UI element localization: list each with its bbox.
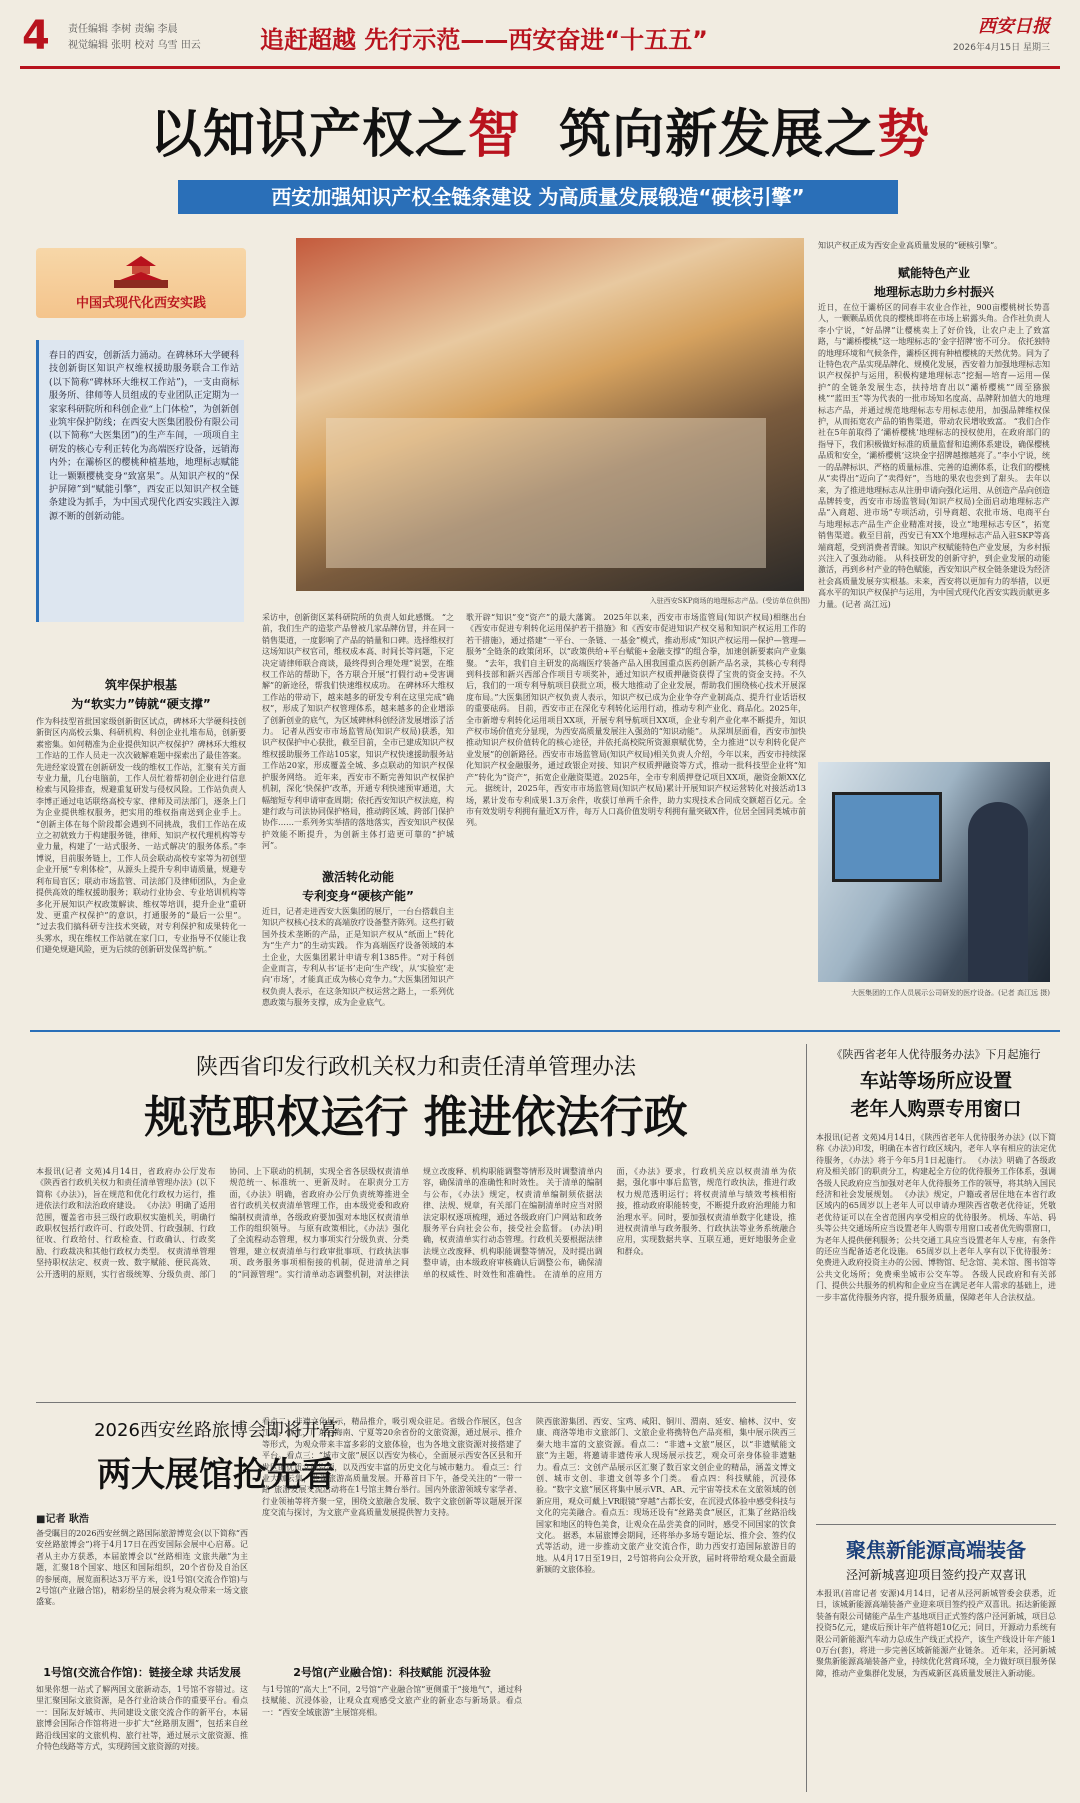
lead-photo-medical-caption: 大医集团的工作人员展示公司研发的医疗设备。(记者 高江远 摄) [851, 989, 1050, 997]
article3-hall1-title: 1号馆(交流合作馆)：链接全球 共话发展 [43, 1666, 241, 1679]
lead-photo-market-caption: 入驻西安SKP商场的地理标志产品。(受访单位供图) [649, 597, 810, 605]
editors-line-2: 视觉编辑 张明 校对 乌雪 田云 [68, 40, 201, 51]
lead-col4-text-top: 知识产权正成为西安企业高质量发展的“硬核引擎”。 [818, 241, 1003, 250]
article3-col2-text: 看点二：非遗文化展示，精品推介，吸引观众驻足。省级合作展区，包含江苏、浙江、广东、海南、宁夏等20余省份的文旅资源，通过展示、推介等形式，为观众带来丰富多彩的文旅体验，也为各地文旅资源对接搭建了平台。看点三：“城市文旅”展区以西安为核心，全面展示西安各区县和开发区的优质文旅资源，以及西安丰富的历史文化与城市魅力。 看点三：行业大咖云集，共谋旅游高质量发展。开幕首日下午，备受关注的“一带一路”旅游发展交流活动将在1号馆主舞台举行。国内外旅游领域专家学者、行业领袖等将齐聚一堂，围绕文旅融合发展、数字文旅创新等议题展开深度交流与探讨，为文旅产业高质量发展提供智力支持。 [262, 1417, 522, 1518]
page-masthead [0, 0, 1080, 72]
article3-kicker: 2026西安丝路旅博会即将开幕 [94, 1420, 338, 1441]
article4-headline-line1: 车站等场所应设置 [859, 1070, 1012, 1092]
article4-kicker: 《陕西省老年人优待服务办法》下月起施行 [831, 1048, 1041, 1061]
photo-person-placeholder [968, 802, 1028, 982]
pagoda-icon [106, 254, 176, 288]
article3-col3-text: 陕西旅游集团、西安、宝鸡、咸阳、铜川、渭南、延安、榆林、汉中、安康、商洛等地市文旅部门、文旅企业将携特色产品亮相，集中展示陕西三秦大地丰富的文旅资源。看点二：“非遗+文旅”展区，以“非遗赋能文旅”为主题，将邀请非遗传承人现场展示技艺，观众可亲身体验非遗魅力。看点三：文创产品展示区汇聚了数百家文创企业的精品，涵盖文博文创、城市文创、非遗文创等多个门类。 看点四：科技赋能，沉浸体验。“数字文旅”展区将集中展示VR、AR、元宇宙等技术在文旅领域的创新应用，观众可戴上VR眼镜“穿越”古都长安，在沉浸式体验中感受科技与文化的完美融合。看点五：现场还设有“丝路美食”展区，汇集了丝路沿线国家和地区的特色美食，让观众在品尝美食的同时，感受不同国家的饮食文化。 据悉，本届旅博会期间，还将举办多场专题论坛、推介会、签约仪式等活动，进一步推动文旅产业交流合作，助力西安打造国际旅游目的地。从4月17日至19日，2号馆将向公众开放，届时将带给观众最全面最新颖的文旅体验。 [536, 1417, 796, 1575]
lead-col4-text: 近日，在位于灞桥区的同春丰农业合作社，900亩樱桃树长势喜人，一颗颗品质优良的樱桃即将在市场上崭露头角。合作社负责人李小宁说，“好品牌”让樱桃卖上了好价钱，让农户走上了致富路，与“灞桥樱桃”这一地理标志的‘金字招牌’密不可分。 依托独特的地理环境和气候条件，灞桥区拥有种植樱桃的天然优势。同为了让特色农产品实现品牌化、规模化发展，西安着力加强地理标志知识产权保护与运用，积极构建地理标志“挖掘—培育—运用—保护”的全链条发展生态，扶持培育出以“灞桥樱桃”“周至猕猴桃”“蓝田玉”等为代表的一批市场知名度高、品牌附加值大的地理标志产品，并通过规范地理标志专用标志使用，加强品牌维权保护，从而拓宽农产品的销售渠道，带动农民增收致富。 “我们合作社在5年前取得了‘灞桥樱桃’地理标志的授权使用，在政府部门的指导下，我们积极做好标准的质量监督和追溯体系建设，确保樱桃品质和安全，‘灞桥樱桃’这块金字招牌越擦越亮了。”李小宁说，统一的品牌标识、严格的质量标准、完善的追溯体系，让我们的樱桃从“卖得出”迈向了“卖得好”，当地的果农也尝到了甜头。 去年以来，为了推进地理标志从注册申请向强化运用、从创造产品向创造品牌转变，西安市市场监管局(知识产权局)全面启动地理标志产品“入商超、进市场”专项活动，引导商超、农批市场、电商平台与地理标志产品生产企业精准对接，设立“地理标志专区”，拓宽销售渠道。截至目前，西安已有XX个地理标志产品入驻SKP等高端商超，受到消费者青睐。知识产权赋能特色产业发展，为乡村振兴注入了强劲动能。 从科技研发的创新守护，到企业发展的动能激活，再到乡村产业的特色赋能，西安知识产权全链条建设为经济社会高质量发展夯实根基。未来，西安将以更加有力的举措，以更高水平的知识产权保护与运用，为中国式现代化西安实践贡献更多力量。(记者 高江远) [818, 303, 1050, 609]
page-number: 4 [22, 13, 50, 59]
lead-photo-market [296, 238, 804, 591]
article3-reporter: ■记者 耿浩 [36, 1514, 89, 1525]
article3-hall1-text: 如果你想一站式了解两国文旅新动态，1号馆不容错过。这里汇聚国际文旅资源，是各行业洽谈合作的重要平台。看点一：国际友好城市、共同建设文旅交流合作的新平台，本届旅博会国际合作馆将进一步扩大“丝路朋友圈”，包括来自丝路沿线国家的文旅机构、旅行社等，通过展示文旅资源、推介特色线路等方式，实现跨国文旅资源的对接。 [36, 1685, 248, 1752]
article2-rule [36, 1402, 796, 1403]
article3-hall2-text: 与1号馆的“高大上”不同，2号馆“产业融合馆”更侧重于“接地气”，通过科技赋能、沉浸体验，让观众直观感受文旅产业的新业态与新场景。看点一：“西安全域旅游”主展馆亮相。 [262, 1685, 522, 1717]
article2-kicker: 陕西省印发行政机关权力和责任清单管理办法 [195, 1055, 636, 1080]
section2-title [262, 868, 454, 904]
article3-hall2-title: 2号馆(产业融合馆)：科技赋能 沉浸体验 [293, 1666, 491, 1679]
page-slogan: 追赶超越 先行示范——西安奋进“十五五” [260, 26, 708, 54]
editors-line-1: 责任编辑 李树 责编 李晨 [68, 24, 178, 35]
photo-monitor-placeholder [832, 792, 942, 882]
section1-text: 作为科技型首批国家级创新街区试点，碑林环大学硬科技创新街区内高校云集、科研机构、科创企业扎堆布局，创新要素密集。如何精准为企业提供知识产权保护？碑林环大维权工作站的工作人员走一次次破解难题中探索出了最佳答案。 先进经家设置在创新研发一线的维权工作站，汇聚有关方面专业力量，几台电脑前，工作人员忙着帮初创企业进行信息检索与风险排查，规避重复研发与侵权风险。工作站负责人李博正通过电话联络高校专家、律师及司法部门，逐条上门为企业提供维权服务，把实用的维权指南送到企业手上。 “创新主体在每个阶段都会遇到不同挑战，我们工作站在成立之初就致力于构建服务链，律师、知识产权代理机构等专业力量，构建了‘一站式服务、一站式解决’的服务体系。”李博说，目前服务链上，工作人员会联动高校专家等为初创型企业开展“专利体检”，从源头上提升专利申请质量，规避专利布局盲区；联动市场监管、司法部门及律师团队，为企业提供高效的维权援助服务；联动行业协会、专业培训机构等多化开展知识产权政策解读、维权等培训，提升企业“重研发、更重产权保护”的意识，打通服务的“最后一公里”。 “过去我们搞科研专注技术突破，对专利保护和成果转化一头雾水，现在维权工作站就在家门口，专业指导不仅能让我们避免规避风险，更为后续的创新研发保驾护航。” [36, 717, 246, 955]
lead-col2-text-top: 采访中，创新街区某科研院所的负责人如此感慨。 “之前，我们生产的造浆产品曾被几家品牌仿冒，并在同一销售渠道，一度影响了产品的销量和口碑。选择维权打这场知识产权官司，维权成本高、时间长等问题，下定决定请律师联合商谈，最终得到合理处理”说罢，在维权工作站的帮助下，各方联合开展“打假行动+受害调解”的新途径，帮我们快速维权成功。 在碑林环大维权工作站的带动下，越来越多的研发专利在这里完成“确权”，形成了知识产权管理体系，越来越多的企业增添了创新创业的底气，为区域碑林科创经济发展增添了活力。 记者从西安市市场监管局(知识产权局)获悉，知识产权保护中心获批，截至目前，全市已建成知识产权维权援助服务工作站105家，知识产权快速援助服务站工作站20家，形成覆盖全城、多点联动的知识产权保护服务网络。 近年来，西安市不断完善知识产权保护机制，深化‘快保护’改革，开通专利快速预审通道，大幅缩短专利申请审查周期；依托西安知识产权法庭，构建行政与司法协同保护格局，推动跨区域、跨部门保护协作……一系列务实举措的落地落实，西安知识产权保护效能不断提升，为创新主体打造更可靠的“护城河”。 [262, 613, 454, 851]
right-column-divider [806, 1044, 807, 1792]
lead-col3-text: 歌开辟“知识”变“资产”的最大藩篱。 2025年以来，西安市市场监管局(知识产权局)相继出台《西安市促进专利转化运用保护若干措施》和《西安市促进知识产权交易和知识产权运用工作的若干措施》，通过搭建“一平台、一条链、一基金”模式，推动形成“知识产权运用—保护—管理—服务”全链条的政策闭环，以“政策供给+平台赋能+金融支撑”的组合拳，加速创新要素向产业集聚。 “去年，我们自主研发的高端医疗装备产品入围我国重点医药创新产品名录，其核心专利得到科技部和新兴西部合作项目专项奖补，通过知识产权质押融资获得了宝贵的资金支持。不久后，我们的一项专利导航项目获批立项，极大地推动了企业发展，帮助我们围绕核心技术开展深度布局。”大医集团知识产权负责人表示，知识产权已成为企业争夺产业制高点、提升行业话语权的重要砝码。 目前，西安市正在深化专利转化运用行动，推动专利产业化、商品化。2025年，全市新增专利转化运用项目XX项，开展专利导航项目XX项，企业专利产业化率不断提升，知识产权市场价值充分显现，为西安高质量发展注入强劲的“知识动能”。 从深圳层面看，西安市加快推动知识产权价值转化的核心途径，并依托高校院所资源禀赋优势，全力推进“以专利转化促产业发展”的创新路径。西安市市场监管局(知识产权局)相关负责人介绍，今年以来，西安市持续深化知识产权金融服务，通过政银企对接、知识产权质押融资等方式，推动一批科技型企业将“知产”转化为“资产”，拓宽企业融资渠道。2025年，全市专利质押登记项目XX项，融资金额XX亿元。 据统计，2025年，西安市市场监管局(知识产权局)累计开展知识产权运营转化对接活动13场，累计发布专利成果1.3万余件，收获订单两千余件，助力实现技术合同成交额超百亿元。全市有效发明专利拥有量近X万件，每万人口高价值发明专利拥有量突破X件，位居全国同类城市前列。 [466, 613, 806, 828]
section3-title-line1: 赋能特色产业 [897, 266, 970, 280]
headline-accent-b: 势 [877, 105, 931, 165]
section2-title-line2: 专利变身“硬核产能” [302, 889, 414, 903]
photo-shelf-placeholder [326, 418, 766, 568]
lead-bottom-rule [30, 1030, 1060, 1032]
series-badge-label: 中国式现代化西安实践 [75, 296, 206, 311]
section3-title [818, 264, 1050, 300]
issue-date: 2026年4月15日 星期三 [953, 43, 1050, 53]
article4-rule [816, 1524, 1056, 1525]
article4-headline-line2: 老年人购票专用窗口 [850, 1098, 1022, 1120]
section2-title-line1: 激活转化动能 [321, 870, 394, 884]
headline-part-a: 以知识产权之 [149, 105, 468, 165]
section2-text: 近日，记者走进西安大医集团的展厅，一台台搭载自主知识产权核心技术的高端放疗设备整齐陈列。这些打破国外技术垄断的产品，正是知识产权从“纸面上”转化为“生产力”的生动实践。 作为高端医疗设备领域的本土企业，大医集团累计申请专利1385件。“对于科创企业而言，专利从书‘证书’走向‘生产线’，从‘实验室’走向‘市场’，才能真正成为核心竞争力。”大医集团知识产权负责人表示，在这条知识产权运营之路上，一系列优惠政策与服务支撑，成为企业底气。 [262, 907, 454, 1008]
article5-headline: 聚焦新能源高端装备 [846, 1538, 1026, 1562]
article3-intro: 备受瞩目的2026西安丝绸之路国际旅游博览会(以下简称“西安丝路旅博会”)将于4月17日在西安国际会展中心启幕。记者从主办方获悉，本届旅博会以“丝路相连 文旅共融”为主题，汇聚18个国家、地区和国际组织，20个省份及自治区的参展商，展览面积达3万平方米，设1号馆(交流合作馆)与2号馆(产业融合馆)，精彩纷呈的展会将为观众带来一场文旅盛宴。 [36, 1529, 248, 1607]
section3-title-line2: 地理标志助力乡村振兴 [873, 285, 994, 299]
article2-text: 本报讯(记者 文苑)4月14日，省政府办公厅发布《陕西省行政机关权力和责任清单管理办法》(以下简称《办法》)，旨在规范和优化行政权力运行，推进依法行政和法治政府建设。 《办法》明确了适用范围，覆盖省市县三级行政职权实施机关，明确行政职权包括行政许可、行政处罚、行政强制、行政征收、行政给付、行政检查、行政确认、行政奖励、行政裁决和其他行政权力类型。 权责清单管理坚持职权法定、权责一致、数字赋能、便民高效、公开透明的原则，实行省级统筹、分级负责、部门协同、上下联动的机制，实现全省各层级权责清单规范统一、标准统一、更新及时。 在职责分工方面，《办法》明确，省政府办公厅负责统筹推进全省行政机关权责清单管理工作，由本级党委和政府编制权责清单，各级政府要加强对本地区权责清单工作的组织领导。 与原有政策相比，《办法》强化了全流程动态管理，权力事项实行分级负责、分类管理，建立权责清单与行政审批事项、行政执法事项、政务服务事项相衔接的机制，促进清单之间的“同源管理”。实行清单动态调整机制，对法律法规立改废释、机构职能调整等情形及时调整清单内容，确保清单的准确性和时效性。 关于清单的编制与公布，《办法》规定，权责清单编制须依据法律、法规、规章，有关部门在编制清单时应当对照法定职权逐项梳理，通过各级政府门户网站和政务服务平台向社会公布，接受社会监督。 (办法)明确，权责清单实行动态管理。行政机关要根据法律法规立改废释、机构职能调整等情况，及时提出调整申请，由本级政府审核确认后调整公布，确保清单的权威性、时效性和准确性。 在清单的应用方面，《办法》要求，行政机关应以权责清单为依据，强化事中事后监管，规范行政执法，推进行政权力规范透明运行；将权责清单与绩效考核相衔接，推动政府职能转变，不断提升政府治理能力和治理水平。同时，要加强权责清单数字化建设，推进权责清单与政务服务、行政执法等业务系统融合应用，实现数据共享、互联互通，更好地服务企业和群众。 [36, 1167, 796, 1279]
article5-subhead: 泾河新城喜迎项目签约投产双喜讯 [845, 1568, 1026, 1582]
article5-text: 本报讯(首席记者 安源)4月14日，记者从泾河新城管委会获悉，近日，该城新能源高端装备产业迎来项目签约投产双喜讯。拓达新能源装备有限公司储能产品生产基地项目正式签约落户泾河新城，项目总投资5亿元，建成后预计年产值将超10亿元；同日，开源动力系统有限公司新能源汽车动力总成生产线正式投产，该生产线设计年产能10万台(套)，将进一步完善区域新能源产业链条。 近年来，泾河新城聚焦新能源高端装备产业，持续优化营商环境，全力做好项目服务保障，推动产业集群化发展，为西咸新区高质量发展注入新动能。 [816, 1589, 1056, 1678]
newspaper-logo: 西安日报 [978, 16, 1050, 37]
section1-title-line2: 为“软实力”铸就“硬支撑” [71, 697, 211, 711]
lead-photo-medical [818, 762, 1050, 982]
headline-part-b: 筑向新发展之 [559, 105, 878, 165]
lead-intro-text: 春日的西安，创新活力涌动。在碑林环大学硬科技创新街区知识产权维权援助服务联合工作站(以下简称“碑林环大维权工作站”)，一支由商标服务所、律师等人员组成的专业团队正定期为一家家科研院所和科创企业“上门体检”，为创新创业筑牢保护防线；在西安大医集团股份有限公司(以下简称“大医集团”)的生产车间，一项项自主研发的核心专利正转化为高端医疗设备，远销海内外；在灞桥区的樱桃种植基地，地理标志赋能让一颗颗樱桃变身“致富果”。从知识产权的“保护屏障”到“赋能引擎”，西安正以知识产权全链条建设为抓手，为中国式现代化西安实践注入源源不断的创新动能。 [49, 351, 239, 522]
section1-title [36, 676, 246, 712]
lead-intro-box [36, 340, 244, 622]
lead-subhead: 西安加强知识产权全链条建设 为高质量发展锻造“硬核引擎” [178, 180, 898, 214]
article3-headline: 两大展馆抢先看 [97, 1455, 335, 1495]
section1-title-line1: 筑牢保护根基 [104, 678, 177, 692]
article2-headline: 规范职权运行 推进依法行政 [144, 1092, 688, 1143]
masthead-rule [20, 66, 1060, 69]
series-badge [36, 248, 246, 318]
headline-accent-a: 智 [467, 105, 521, 165]
lead-headline [90, 100, 990, 170]
article4-text: 本报讯(记者 文苑)4月14日，《陕西省老年人优待服务办法》(以下简称《办法》)印发，明确在本省行政区域内，老年人享有相应的法定优待服务，《办法》将于今年5月1日起施行。 《办法》明确了各级政府及相关部门的职责分工，构建起全方位的优待服务工作体系，强调各级人民政府应当加强对老年人优待服务工作的领导，将其纳入国民经济和社会发展规划。 《办法》规定，户籍或者居住地在本省行政区域内的65周岁以上老年人可以申请办理陕西省敬老优待证，凭敬老优待证可以在全省范围内享受相应的优待服务。 机场、车站、码头等公共交通场所应当设置老年人购票专用窗口或者优先购票窗口，为老年人提供便利服务；公共交通工具应当设置老年人专座，有条件的还应当配备适老化设施。 65周岁以上老年人享有以下优待服务：免费进入政府投资主办的公园、博物馆、纪念馆、美术馆、图书馆等公共文化场所；免费乘坐城市公交车等。 各级人民政府和有关部门、提供公共服务的机构和企业应当在满足老年人需求的基础上，进一步丰富优待服务内容，提升服务质量，保障老年人合法权益。 [816, 1133, 1056, 1302]
